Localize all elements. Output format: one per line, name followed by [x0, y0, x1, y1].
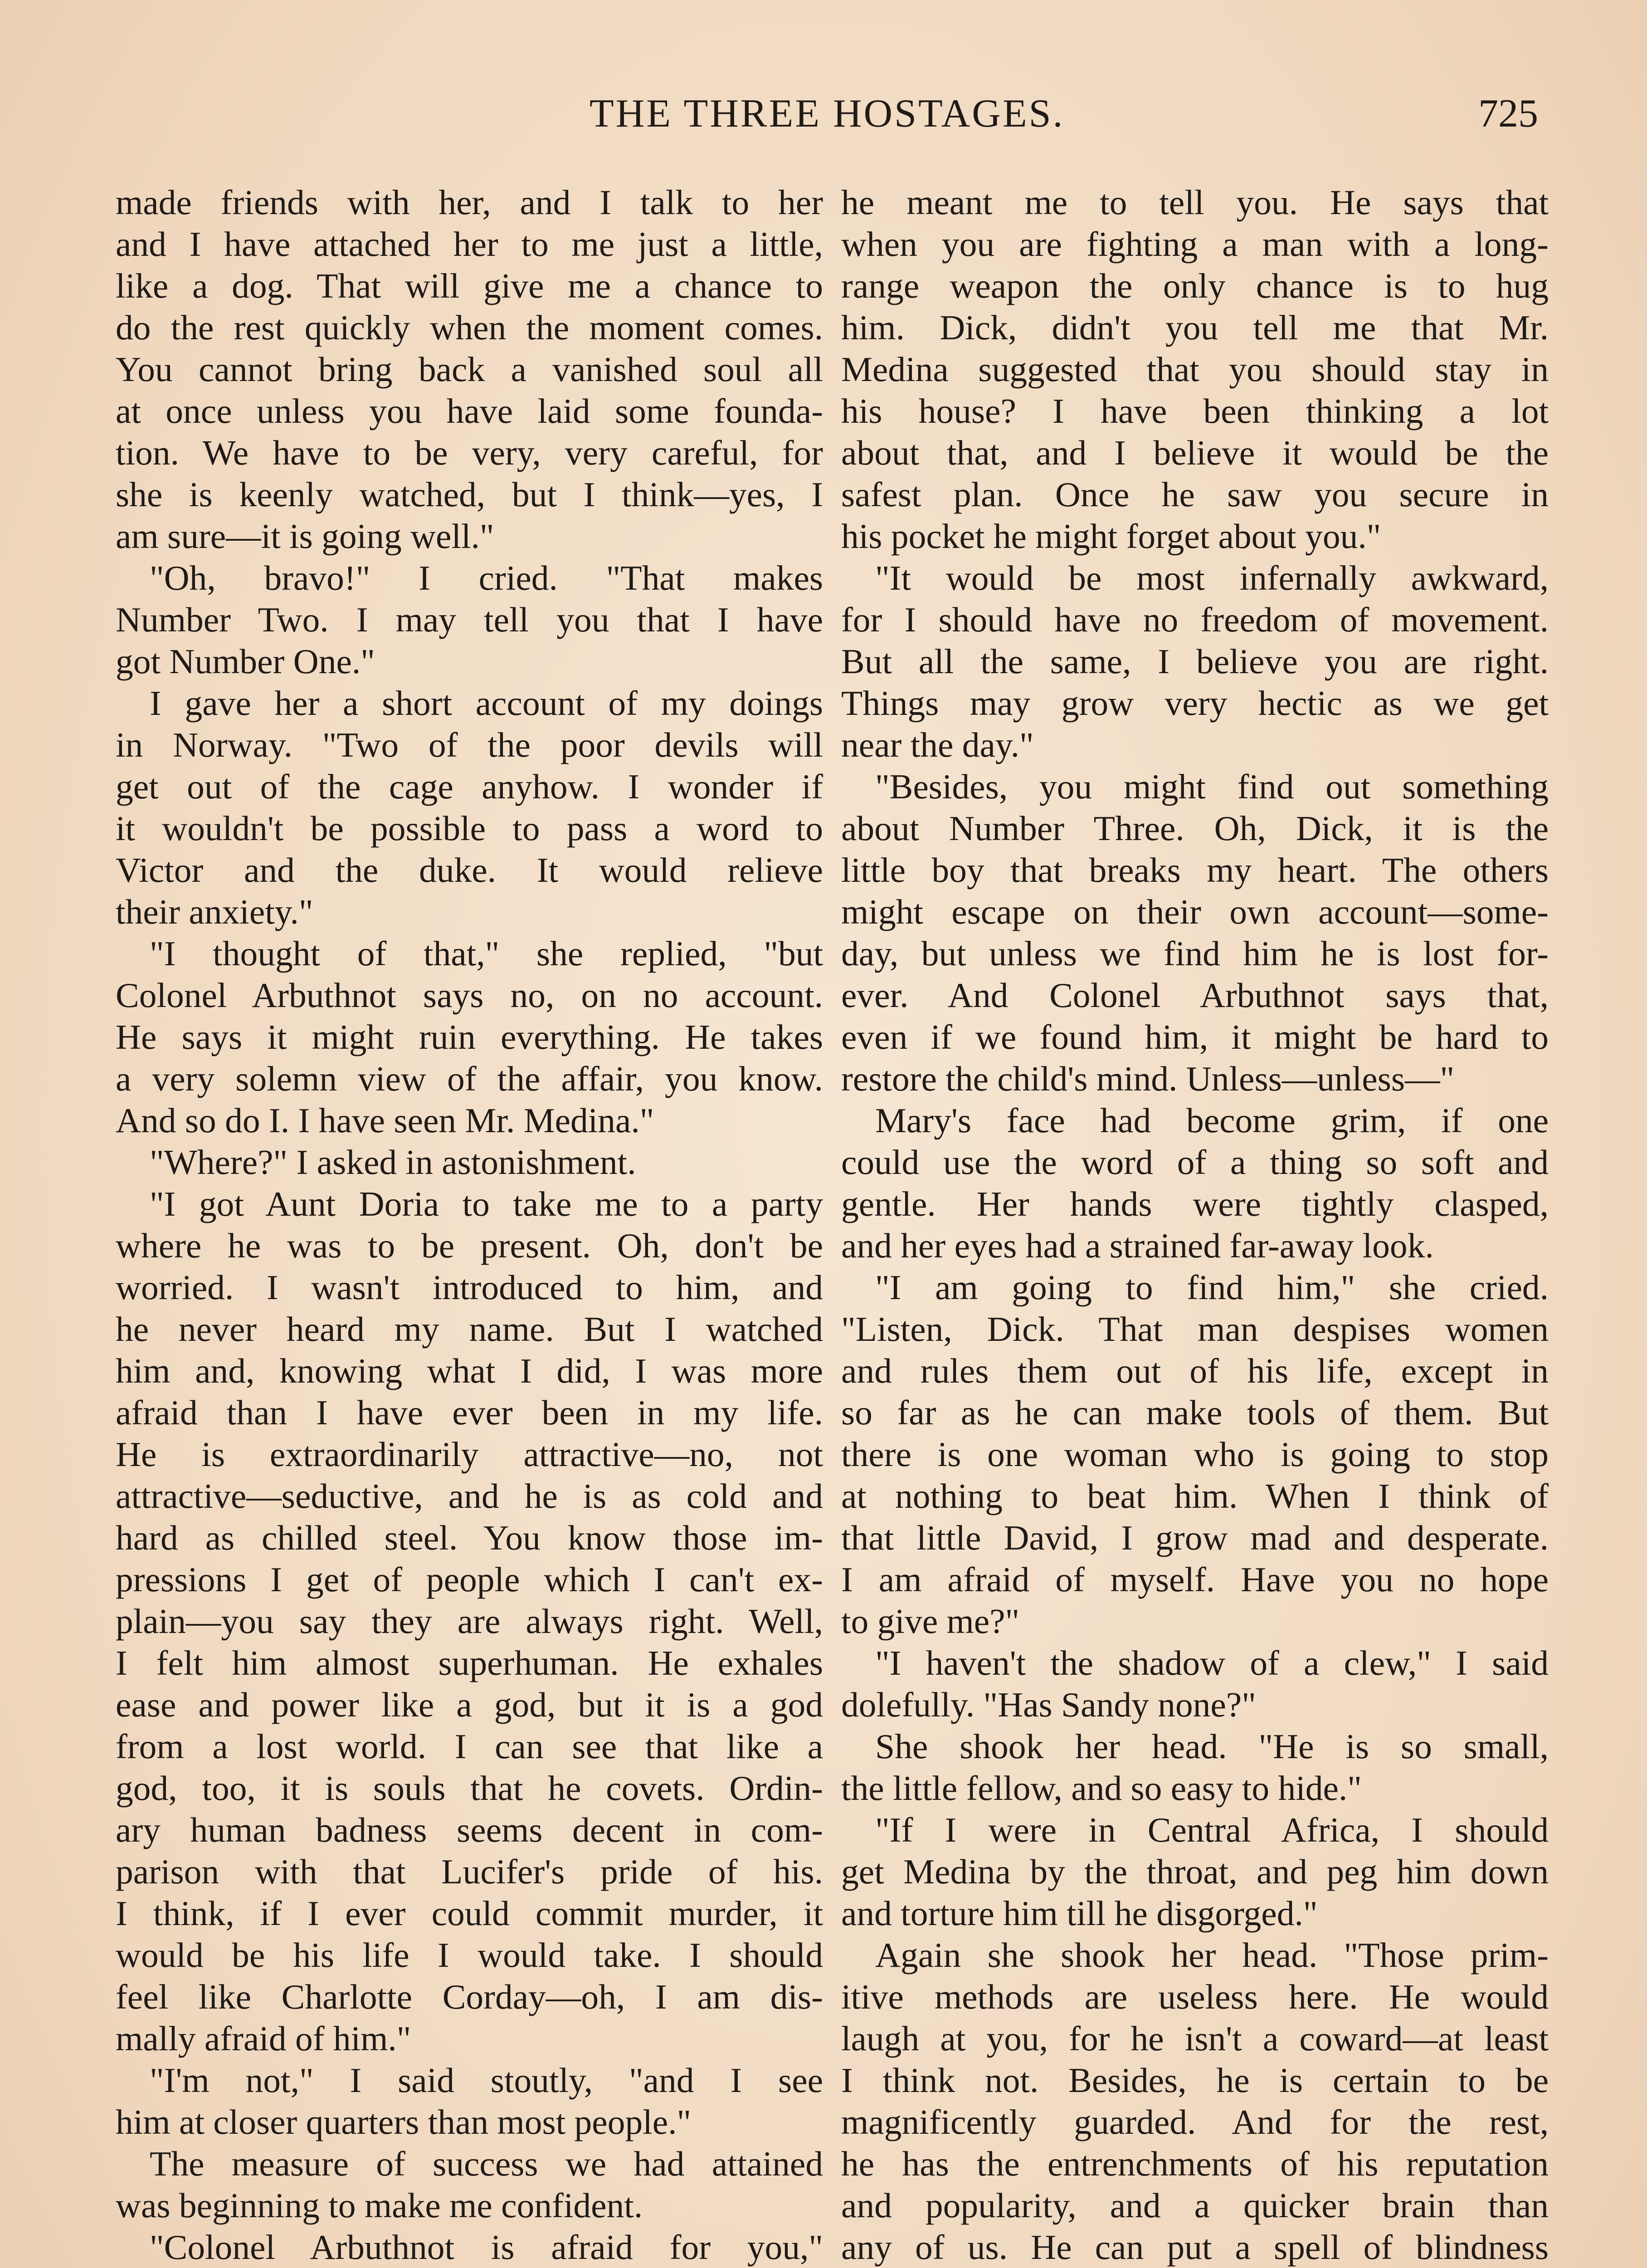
text-line: might escape on their own account—some- — [841, 892, 1549, 931]
text-line: "Listen, Dick. That man despises women — [841, 1310, 1549, 1349]
text-line: it wouldn't be possible to pass a word to — [116, 809, 823, 848]
text-line: feel like Charlotte Corday—oh, I am dis- — [116, 1977, 823, 2016]
text-line: She shook her head. "He is so small, — [875, 1727, 1549, 1766]
text-line: You cannot bring back a vanished soul all — [116, 350, 823, 389]
text-line: laugh at you, for he isn't a coward—at least — [841, 2019, 1549, 2058]
right-text-column — [841, 181, 1549, 2268]
text-line: gentle. Her hands were tightly clasped, — [841, 1184, 1549, 1223]
text-line: his pocket he might forget about you." — [841, 517, 1381, 556]
text-line: could use the word of a thing so soft and — [841, 1143, 1549, 1182]
text-line: made friends with her, and I talk to her — [116, 183, 823, 222]
text-line: range weapon the only chance is to hug — [841, 266, 1549, 305]
text-line: him and, knowing what I did, I was more — [116, 1351, 823, 1390]
text-line: Mary's face had become grim, if one — [875, 1101, 1549, 1140]
text-line: pressions I get of people which I can't ex- — [116, 1560, 823, 1599]
text-line: the little fellow, and so easy to hide." — [841, 1769, 1362, 1808]
text-line: even if we found him, it might be hard to — [841, 1017, 1549, 1056]
text-line: parison with that Lucifer's pride of his. — [116, 1852, 823, 1891]
text-line: where he was to be present. Oh, don't be — [116, 1226, 823, 1265]
text-line: safest plan. Once he saw you secure in — [841, 475, 1549, 514]
text-line: little boy that breaks my heart. The others — [841, 850, 1549, 890]
text-line: he never heard my name. But I watched — [116, 1310, 823, 1349]
text-line: for I should have no freedom of movement. — [841, 600, 1549, 639]
text-line: am sure—it is going well." — [116, 517, 494, 556]
text-line: that little David, I grow mad and desperate. — [841, 1518, 1549, 1557]
text-line: Things may grow very hectic as we get — [841, 684, 1549, 723]
text-line: him. Dick, didn't you tell me that Mr. — [841, 308, 1549, 347]
text-line: any of us. He can put a spell of blindness — [841, 2228, 1549, 2267]
text-line: But all the same, I believe you are right. — [841, 642, 1549, 681]
text-line: ease and power like a god, but it is a god — [116, 1685, 823, 1724]
text-line: his house? I have been thinking a lot — [841, 391, 1549, 430]
text-line: and torture him till he disgorged." — [841, 1894, 1318, 1933]
text-line: and popularity, and a quicker brain than — [841, 2186, 1549, 2225]
running-title: THE THREE HOSTAGES. — [590, 92, 1065, 136]
text-line: when you are fighting a man with a long- — [841, 225, 1549, 264]
text-line: I felt him almost superhuman. He exhales — [116, 1643, 823, 1682]
text-line: tion. We have to be very, very careful, for — [116, 433, 823, 472]
text-line: day, but unless we find him he is lost for- — [841, 934, 1549, 973]
text-line: about Number Three. Oh, Dick, it is the — [841, 809, 1549, 848]
text-line: Medina suggested that you should stay in — [841, 350, 1549, 389]
text-line: their anxiety." — [116, 892, 313, 931]
text-line: there is one woman who is going to stop — [841, 1435, 1549, 1474]
text-line: so far as he can make tools of them. But — [841, 1393, 1549, 1432]
text-line: Colonel Arbuthnot says no, on no account. — [116, 976, 823, 1015]
text-line: restore the child's mind. Unless—unless—" — [841, 1059, 1455, 1098]
text-line: Again she shook her head. "Those prim- — [875, 1936, 1549, 1975]
text-line: "Oh, bravo!" I cried. "That makes — [150, 558, 823, 597]
text-line: I think not. Besides, he is certain to be — [841, 2061, 1549, 2100]
text-line: mally afraid of him." — [116, 2019, 411, 2058]
text-line: to give me?" — [841, 1602, 1020, 1641]
text-line: he meant me to tell you. He says that — [841, 183, 1549, 222]
text-line: and I have attached her to me just a little, — [116, 225, 823, 264]
text-line: "Where?" I asked in astonishment. — [150, 1143, 636, 1182]
text-line: would be his life I would take. I should — [116, 1936, 823, 1975]
text-line: do the rest quickly when the moment comes. — [116, 308, 823, 347]
text-line: about that, and I believe it would be the — [841, 433, 1549, 472]
text-line: "If I were in Central Africa, I should — [875, 1810, 1549, 1849]
text-line: got Number One." — [116, 642, 375, 681]
text-line: him at closer quarters than most people." — [116, 2102, 692, 2141]
text-line: I gave her a short account of my doings — [150, 684, 823, 723]
text-line: "I thought of that," she replied, "but — [150, 934, 823, 973]
text-line: magnificently guarded. And for the rest, — [841, 2102, 1549, 2141]
text-line: He says it might ruin everything. He takes — [116, 1017, 823, 1056]
text-line: like a dog. That will give me a chance to — [116, 266, 823, 305]
text-line: "I am going to find him," she cried. — [875, 1268, 1549, 1307]
text-line: plain—you say they are always right. Well, — [116, 1602, 823, 1641]
text-line: Number Two. I may tell you that I have — [116, 600, 823, 639]
text-line: I think, if I ever could commit murder, it — [116, 1894, 823, 1933]
text-line: Victor and the duke. It would relieve — [116, 850, 823, 890]
text-line: ever. And Colonel Arbuthnot says that, — [841, 976, 1549, 1015]
text-line: he has the entrenchments of his reputation — [841, 2144, 1549, 2183]
text-line: He is extraordinarily attractive—no, not — [116, 1435, 823, 1474]
text-line: in Norway. "Two of the poor devils will — [116, 725, 823, 764]
left-text-column — [116, 181, 823, 2268]
text-line: worried. I wasn't introduced to him, and — [116, 1268, 823, 1307]
text-line: and her eyes had a strained far-away look. — [841, 1226, 1434, 1265]
text-line: "Besides, you might find out something — [875, 767, 1549, 806]
text-line: get out of the cage anyhow. I wonder if — [116, 767, 823, 806]
text-line: "I haven't the shadow of a clew," I said — [875, 1643, 1549, 1682]
text-line: hard as chilled steel. You know those im- — [116, 1518, 823, 1557]
text-line: a very solemn view of the affair, you know. — [116, 1059, 823, 1098]
page-number: 725 — [1478, 92, 1538, 136]
text-line: itive methods are useless here. He would — [841, 1977, 1549, 2016]
text-line: was beginning to make me confident. — [116, 2186, 643, 2225]
text-line: And so do I. I have seen Mr. Medina." — [116, 1101, 654, 1140]
text-line: at nothing to beat him. When I think of — [841, 1476, 1549, 1515]
text-line: and rules them out of his life, except in — [841, 1351, 1549, 1390]
text-line: near the day." — [841, 725, 1034, 764]
text-line: I am afraid of myself. Have you no hope — [841, 1560, 1549, 1599]
text-line: "I'm not," I said stoutly, "and I see — [150, 2061, 823, 2100]
text-line: from a lost world. I can see that like a — [116, 1727, 823, 1766]
text-line: "I got Aunt Doria to take me to a party — [150, 1184, 823, 1223]
text-line: "It would be most infernally awkward, — [875, 558, 1549, 597]
text-line: at once unless you have laid some founda- — [116, 391, 823, 430]
text-line: "Colonel Arbuthnot is afraid for you," — [150, 2228, 823, 2267]
running-header — [0, 91, 1647, 150]
text-line: she is keenly watched, but I think—yes, I — [116, 475, 823, 514]
text-line: ary human badness seems decent in com- — [116, 1810, 823, 1849]
text-line: dolefully. "Has Sandy none?" — [841, 1685, 1256, 1724]
text-line: attractive—seductive, and he is as cold and — [116, 1476, 823, 1515]
text-line: afraid than I have ever been in my life. — [116, 1393, 823, 1432]
text-line: god, too, it is souls that he covets. Ordin- — [116, 1769, 823, 1808]
text-line: get Medina by the throat, and peg him down — [841, 1852, 1549, 1891]
text-line: The measure of success we had attained — [150, 2144, 823, 2183]
